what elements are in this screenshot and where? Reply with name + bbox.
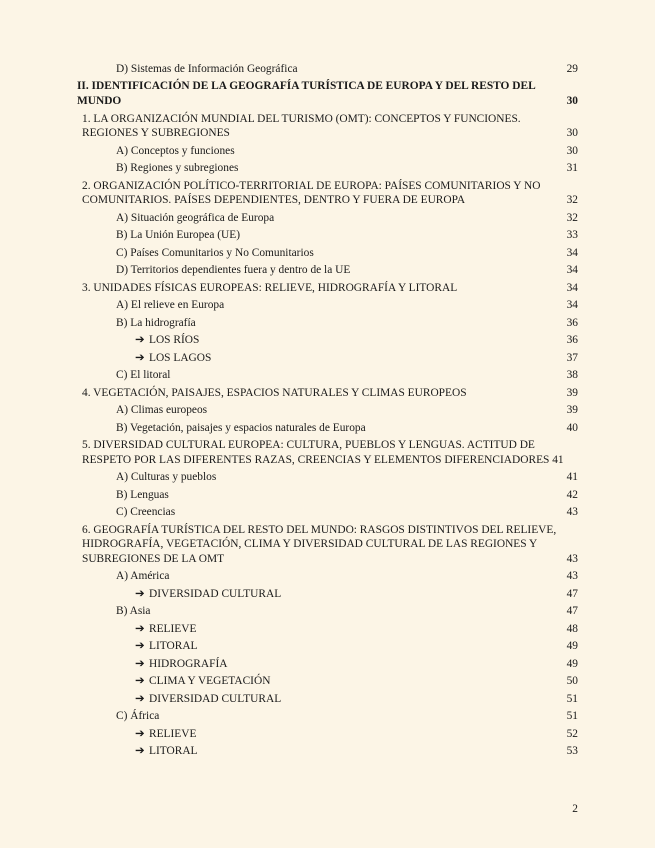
- arrow-right-icon: ➔: [135, 351, 145, 364]
- toc-entry-label: LITORAL: [149, 745, 198, 758]
- toc-entry-page: 43: [566, 552, 578, 565]
- toc-entry-title: B) La Unión Europea (UE): [116, 229, 240, 242]
- arrow-right-icon: ➔: [135, 622, 145, 635]
- toc-entry-page: 34: [566, 299, 578, 312]
- toc-entry[interactable]: [0, 692, 655, 709]
- toc-entry-title: B) Vegetación, paisajes y espacios naturales de Europa: [116, 421, 366, 434]
- toc-entry[interactable]: [0, 281, 655, 298]
- toc-entry[interactable]: [0, 368, 655, 385]
- toc-entry-label: RELIEVE: [149, 727, 197, 740]
- toc-entry[interactable]: [0, 438, 655, 470]
- toc-entry-title: 3. UNIDADES FÍSICAS EUROPEAS: RELIEVE, HIDROGRAFÍA Y LITORAL: [82, 281, 458, 294]
- toc-entry-title: C) Países Comunitarios y No Comunitarios: [116, 246, 314, 259]
- toc-entry-title: A) América: [116, 570, 170, 583]
- toc-entry[interactable]: [0, 228, 655, 245]
- toc-entry-title: A) Culturas y pueblos: [116, 471, 217, 484]
- toc-entry-label: CLIMA Y VEGETACIÓN: [149, 675, 271, 688]
- toc-entry-page: 42: [566, 488, 578, 501]
- arrow-right-icon: ➔: [135, 587, 145, 600]
- toc-entry[interactable]: [0, 639, 655, 656]
- arrow-right-icon: ➔: [135, 692, 145, 705]
- toc-entry-title: [135, 727, 555, 742]
- toc-entry-page: 39: [566, 386, 578, 399]
- toc-entry-title: II. IDENTIFICACIÓN DE LA GEOGRAFÍA TURÍSTICA DE EUROPA Y DEL RESTO DEL MUNDO: [77, 80, 536, 108]
- toc-entry[interactable]: [0, 403, 655, 420]
- toc-entry-title: C) El litoral: [116, 369, 171, 382]
- toc-entry-page: 40: [566, 421, 578, 434]
- toc-entry-title: 4. VEGETACIÓN, PAISAJES, ESPACIOS NATURALES Y CLIMAS EUROPEOS: [82, 386, 467, 399]
- toc-entry-page: 30: [566, 127, 578, 140]
- toc-entry-label: DIVERSIDAD CULTURAL: [149, 587, 282, 600]
- arrow-right-icon: ➔: [135, 640, 145, 653]
- page-number: 2: [572, 803, 578, 815]
- toc-entry[interactable]: [0, 79, 655, 111]
- toc-entry-page: 34: [566, 264, 578, 277]
- toc-entry-title: [135, 674, 555, 689]
- toc-entry-title: 5. DIVERSIDAD CULTURAL EUROPEA: CULTURA, PUEBLOS Y LENGUAS. ACTITUD DE RESPETO POR LAS DIFERENTES RAZAS, CREENCIAS Y ELEMENTOS DIFERENCIADORES 41: [82, 438, 564, 466]
- toc-entry-title: B) Lenguas: [116, 488, 169, 501]
- toc-entry[interactable]: [0, 351, 655, 368]
- toc-entry-page: 36: [566, 316, 578, 329]
- toc-entry-page: 39: [566, 404, 578, 417]
- toc-entry[interactable]: [0, 505, 655, 522]
- toc-entry-page: 33: [566, 229, 578, 242]
- toc-entry-title: C) África: [116, 710, 160, 723]
- toc-entry[interactable]: [0, 179, 655, 211]
- toc-entry-title: 2. ORGANIZACIÓN POLÍTICO-TERRITORIAL DE EUROPA: PAÍSES COMUNITARIOS Y NO COMUNITARIOS. PAÍSES DEPENDIENTES, DENTRO Y FUERA DE EUROPA: [82, 179, 541, 207]
- toc-entry-page: 49: [566, 657, 578, 670]
- table-of-contents: [0, 62, 655, 762]
- toc-entry-page: 50: [566, 675, 578, 688]
- toc-entry-title: [135, 657, 555, 672]
- toc-entry-page: 52: [566, 727, 578, 740]
- toc-entry[interactable]: [0, 657, 655, 674]
- arrow-right-icon: ➔: [135, 675, 145, 688]
- toc-entry[interactable]: [0, 161, 655, 178]
- toc-entry[interactable]: [0, 246, 655, 263]
- toc-entry-page: 32: [566, 194, 578, 207]
- toc-entry-title: A) Situación geográfica de Europa: [116, 211, 275, 224]
- toc-entry[interactable]: [0, 604, 655, 621]
- toc-entry[interactable]: [0, 316, 655, 333]
- toc-entry-page: 38: [566, 369, 578, 382]
- toc-entry[interactable]: [0, 709, 655, 726]
- toc-entry[interactable]: [0, 421, 655, 438]
- toc-entry[interactable]: [0, 674, 655, 691]
- arrow-right-icon: ➔: [135, 727, 145, 740]
- toc-entry-page: 34: [566, 281, 578, 294]
- toc-entry[interactable]: [0, 298, 655, 315]
- toc-entry-page: 49: [566, 640, 578, 653]
- toc-entry[interactable]: [0, 569, 655, 586]
- toc-entry-title: [135, 744, 555, 759]
- toc-entry-page: 47: [566, 587, 578, 600]
- toc-entry-title: [135, 351, 555, 366]
- toc-entry-title: [135, 587, 555, 602]
- toc-entry-title: C) Creencias: [116, 506, 176, 519]
- toc-entry[interactable]: [0, 112, 655, 144]
- toc-entry-label: DIVERSIDAD CULTURAL: [149, 692, 282, 705]
- toc-entry[interactable]: [0, 744, 655, 761]
- toc-entry-page: 30: [566, 144, 578, 157]
- toc-entry-label: LOS LAGOS: [149, 351, 212, 364]
- toc-entry-page: 43: [566, 570, 578, 583]
- toc-entry[interactable]: [0, 727, 655, 744]
- toc-entry[interactable]: [0, 488, 655, 505]
- toc-entry-page: 31: [566, 162, 578, 175]
- toc-entry-title: B) La hidrografía: [116, 316, 196, 329]
- toc-entry-label: HIDROGRAFÍA: [149, 657, 228, 670]
- toc-entry-page: 47: [566, 605, 578, 618]
- toc-entry-page: 34: [566, 246, 578, 259]
- toc-entry-page: 32: [566, 211, 578, 224]
- toc-entry-title: [135, 333, 555, 348]
- toc-entry-label: LITORAL: [149, 640, 198, 653]
- toc-entry-title: A) El relieve en Europa: [116, 299, 225, 312]
- toc-entry-page: 53: [566, 745, 578, 758]
- toc-entry[interactable]: [0, 587, 655, 604]
- toc-entry-page: 37: [566, 351, 578, 364]
- toc-entry-page: 41: [566, 471, 578, 484]
- toc-entry-title: 1. LA ORGANIZACIÓN MUNDIAL DEL TURISMO (OMT): CONCEPTOS Y FUNCIONES. REGIONES Y SUBREGIONES: [82, 112, 521, 140]
- toc-entry[interactable]: [0, 470, 655, 487]
- arrow-right-icon: ➔: [135, 334, 145, 347]
- toc-entry[interactable]: [0, 211, 655, 228]
- toc-entry-label: RELIEVE: [149, 622, 197, 635]
- toc-entry-title: [135, 622, 555, 637]
- toc-entry-title: A) Climas europeos: [116, 404, 208, 417]
- toc-entry-title: [135, 639, 555, 654]
- toc-entry-title: B) Asia: [116, 605, 151, 618]
- toc-entry-page: 51: [566, 692, 578, 705]
- toc-entry-page: 29: [566, 63, 578, 75]
- toc-entry[interactable]: [0, 333, 655, 350]
- toc-entry-title: D) Territorios dependientes fuera y dentro de la UE: [116, 264, 351, 277]
- arrow-right-icon: ➔: [135, 745, 145, 758]
- toc-entry-title: [135, 692, 555, 707]
- toc-entry-page: 48: [566, 622, 578, 635]
- toc-entry[interactable]: [0, 523, 655, 570]
- toc-entry-title: B) Regiones y subregiones: [116, 162, 239, 175]
- toc-entry[interactable]: [0, 62, 655, 79]
- toc-entry-page: 36: [566, 334, 578, 347]
- toc-entry[interactable]: [0, 263, 655, 280]
- toc-entry-label: LOS RÍOS: [149, 334, 200, 347]
- toc-entry-page: 51: [566, 710, 578, 723]
- toc-entry-page: 43: [566, 506, 578, 519]
- toc-entry-title: A) Conceptos y funciones: [116, 144, 235, 157]
- toc-entry-page: 30: [566, 95, 578, 108]
- toc-entry-title: D) Sistemas de Información Geográfica: [116, 63, 298, 75]
- toc-entry-title: 6. GEOGRAFÍA TURÍSTICA DEL RESTO DEL MUNDO: RASGOS DISTINTIVOS DEL RELIEVE, HIDROGRAFÍA, VEGETACIÓN, CLIMA Y DIVERSIDAD CULTURAL DE LAS REGIONES Y SUBREGIONES DE LA OMT: [82, 523, 557, 565]
- toc-entry[interactable]: [0, 386, 655, 403]
- toc-entry[interactable]: [0, 144, 655, 161]
- arrow-right-icon: ➔: [135, 657, 145, 670]
- toc-entry[interactable]: [0, 622, 655, 639]
